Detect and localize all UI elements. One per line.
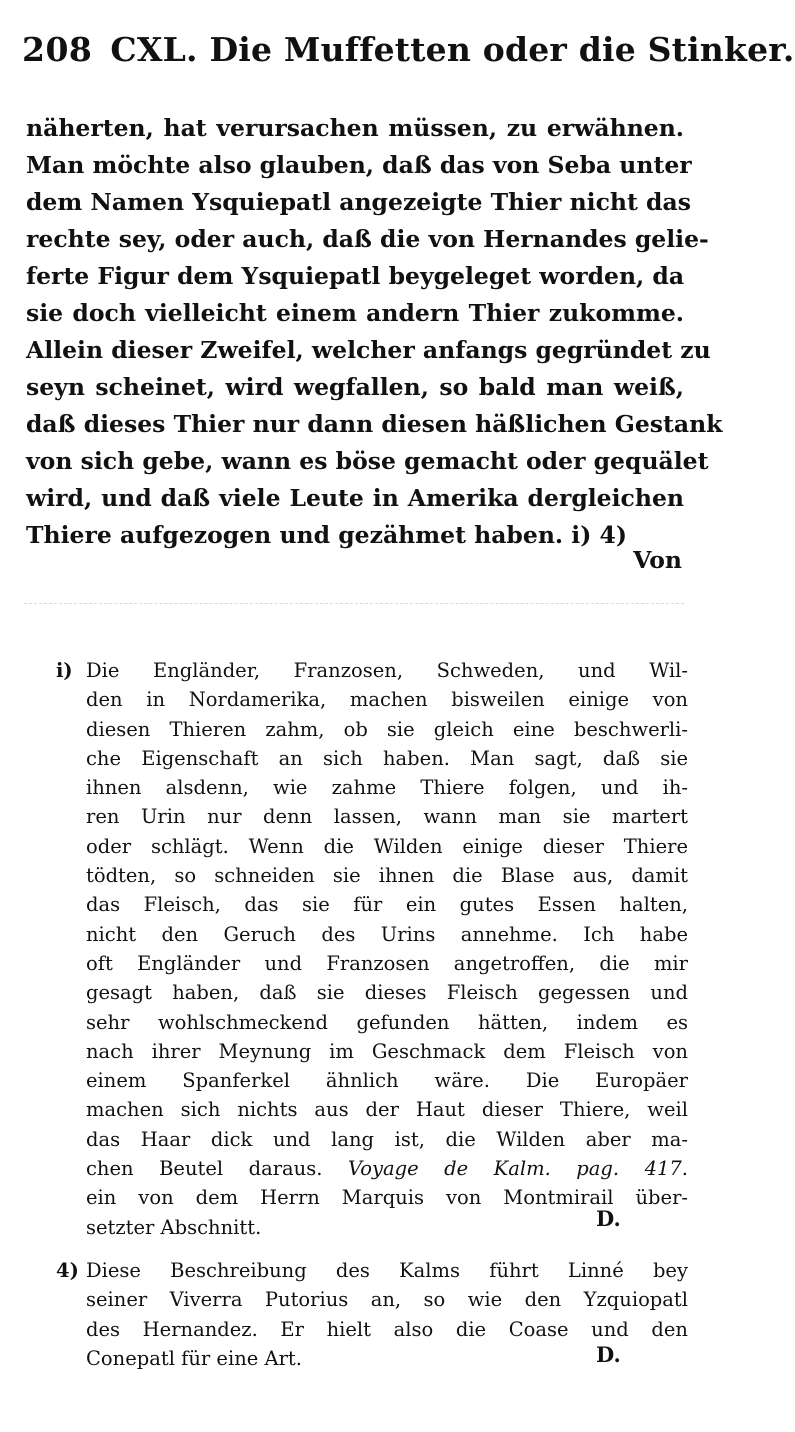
footnote-line: che Eigenschaft an sich haben. Man sagt, daß sie — [86, 746, 688, 770]
footnote-4 — [56, 1256, 688, 1373]
footnote-line: das Haar dick und lang ist, die Wilden aber ma- — [86, 1127, 688, 1151]
footnote-line: sehr wohlschmeckend gefunden hätten, indem es — [86, 1010, 688, 1034]
text-line: von sich gebe, wann es böse gemacht oder gequälet — [26, 447, 709, 475]
footnote-separator — [24, 603, 684, 604]
footnote-line: ihnen alsdenn, wie zahme Thiere folgen, und ih- — [86, 776, 688, 800]
footnote-line: seiner Viverra Putorius an, so wie den Yzquiopatl — [86, 1288, 688, 1312]
footnote-marker: 4) — [56, 1259, 79, 1282]
footnote-i — [56, 656, 688, 1242]
page-number: 208 — [22, 30, 93, 69]
text-line: näherten, hat verursachen müssen, zu erwähnen. — [26, 114, 684, 142]
footnote-line: nicht den Geruch des Urins annehme. Ich habe — [86, 922, 688, 946]
text-line: ferte Figur dem Ysquiepatl beygeleget worden, da — [26, 262, 685, 290]
text-line: rechte sey, oder auch, daß die von Hernandes gelie- — [26, 225, 709, 253]
text-line: sie doch vielleicht einem andern Thier zukomme. — [26, 299, 684, 327]
footnote-line: oft Engländer und Franzosen angetroffen, die mir — [86, 951, 688, 975]
footnote-line — [86, 1154, 688, 1183]
footnote-line: ein von dem Herrn Marquis von Montmirail über- — [86, 1186, 688, 1210]
footnote-line: Die Engländer, Franzosen, Schweden, und Wil- — [86, 659, 688, 682]
chapter-title: CXL. Die Muffetten oder die Stinker. — [110, 30, 795, 69]
footnote-line: nach ihrer Meynung im Geschmack dem Fleisch von — [86, 1039, 688, 1063]
text-line: daß dieses Thier nur dann diesen häßlichen Gestank — [26, 410, 723, 438]
text-line: wird, und daß viele Leute in Amerika dergleichen — [26, 484, 684, 512]
citation: Voyage de Kalm. pag. 417. — [347, 1157, 688, 1181]
footnote-line: oder schlägt. Wenn die Wilden einige dieser Thiere — [86, 834, 688, 858]
footnote-line: des Hernandez. Er hielt also die Coase und den — [86, 1317, 688, 1341]
footnote-line: machen sich nichts aus der Haut dieser Thiere, weil — [86, 1098, 688, 1122]
footnote-text: chen Beutel daraus. — [86, 1157, 323, 1181]
footnote-line: diesen Thieren zahm, ob sie gleich eine beschwerli- — [86, 717, 688, 741]
footnote-signature: D. — [596, 1206, 621, 1231]
footnote-line: einem Spanferkel ähnlich wäre. Die Europäer — [86, 1069, 688, 1093]
text-line: Man möchte also glauben, daß das von Seba unter — [26, 151, 692, 179]
text-line: seyn scheinet, wird wegfallen, so bald man weiß, — [26, 373, 684, 401]
catchword: Von — [633, 546, 682, 574]
footnote-line: gesagt haben, daß sie dieses Fleisch gegessen und — [86, 981, 688, 1005]
footnote-line: ren Urin nur denn lassen, wann man sie martert — [86, 805, 688, 829]
running-header — [22, 30, 795, 80]
footnote-line: setzter Abschnitt. — [86, 1215, 262, 1239]
text-line: Thiere aufgezogen und gezähmet haben. i) 4) — [26, 521, 627, 549]
text-line: dem Namen Ysquiepatl angezeigte Thier nicht das — [26, 188, 691, 216]
footnote-signature: D. — [596, 1342, 621, 1367]
main-text — [26, 110, 723, 554]
text-line: Allein dieser Zweifel, welcher anfangs gegründet zu — [26, 336, 711, 364]
footnote-marker: i) — [56, 659, 73, 682]
footnote-line: Diese Beschreibung des Kalms führt Linné bey — [86, 1259, 688, 1282]
footnote-line: das Fleisch, das sie für ein gutes Essen halten, — [86, 893, 688, 917]
footnote-line: den in Nordamerika, machen bisweilen einige von — [86, 688, 688, 712]
footnote-line: Conepatl für eine Art. — [86, 1346, 302, 1370]
footnote-line: tödten, so schneiden sie ihnen die Blase aus, damit — [86, 864, 688, 888]
